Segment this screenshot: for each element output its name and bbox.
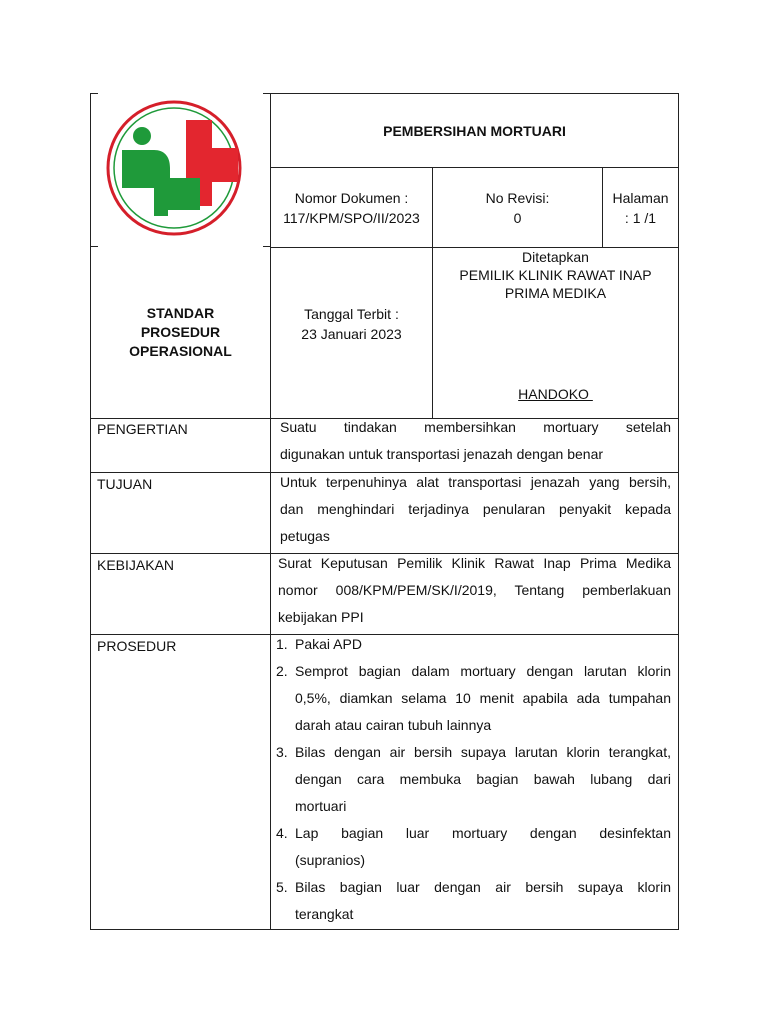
pengertian-label: PENGERTIAN xyxy=(97,421,188,437)
kebijakan-text xyxy=(278,550,671,631)
prosedur-step-list xyxy=(276,631,671,928)
clinic-logo xyxy=(104,98,244,238)
doc-number-label: Nomor Dokumen : xyxy=(294,189,409,206)
grid-line xyxy=(90,246,98,247)
prosedur-label: PROSEDUR xyxy=(97,638,177,654)
prosedur-step xyxy=(276,631,671,658)
doc-number-value: 117/KPM/SPO/II/2023 xyxy=(283,209,420,226)
page-cell xyxy=(603,168,678,247)
prosedur-step-line: Bilas bagian luar dengan air bersih supaya klorin xyxy=(295,879,671,895)
issue-date-value: 23 Januari 2023 xyxy=(301,326,402,342)
prosedur-step xyxy=(276,874,671,928)
signatory-cell xyxy=(433,384,678,404)
kebijakan-line-3: kebijakan PPI xyxy=(278,609,364,625)
doc-number-cell xyxy=(271,168,432,247)
revision-cell xyxy=(433,168,602,247)
prosedur-steps xyxy=(276,631,671,928)
tujuan-text xyxy=(280,469,671,550)
prosedur-step-number: 5. xyxy=(276,879,288,895)
prosedur-step-line: mortuari xyxy=(295,798,347,814)
tujuan-line-3: petugas xyxy=(280,528,330,544)
prosedur-step-line: terangkat xyxy=(295,906,354,922)
sop-line-2: PROSEDUR xyxy=(140,323,221,340)
sop-line-1: STANDAR xyxy=(146,304,215,321)
established-by-line-1: PEMILIK KLINIK RAWAT INAP xyxy=(459,267,652,283)
prosedur-step-line: darah atau cairan tubuh lainnya xyxy=(295,717,492,733)
issue-date-cell xyxy=(271,300,432,348)
prosedur-step-line: Bilas dengan air bersih supaya larutan klorin terangkat, xyxy=(295,744,671,760)
pengertian-text xyxy=(280,414,671,468)
established-by-line-2: PRIMA MEDIKA xyxy=(504,285,607,301)
prosedur-step xyxy=(276,820,671,874)
medical-cross-logo-icon xyxy=(104,98,244,238)
pengertian-line-2: digunakan untuk transportasi jenazah dengan benar xyxy=(280,446,604,462)
kebijakan-label: KEBIJAKAN xyxy=(97,557,175,573)
issue-date-label: Tanggal Terbit : xyxy=(304,306,399,322)
grid-line xyxy=(678,93,679,930)
signatory-name: HANDOKO xyxy=(518,386,593,402)
prosedur-step xyxy=(276,739,671,820)
prosedur-step-line: (supranios) xyxy=(295,852,366,868)
revision-value: 0 xyxy=(513,209,522,226)
prosedur-step-line: dengan cara membuka bagian bawah lubang dari xyxy=(295,771,671,787)
revision-label: No Revisi: xyxy=(485,189,550,206)
prosedur-step-line: Pakai APD xyxy=(295,636,362,652)
prosedur-step-number: 2. xyxy=(276,663,288,679)
kebijakan-line-2: nomor 008/KPM/PEM/SK/I/2019, Tentang pemberlakuan xyxy=(278,582,671,598)
sop-heading xyxy=(91,300,270,364)
sop-line-3: OPERASIONAL xyxy=(129,342,232,359)
prosedur-step-number: 1. xyxy=(276,636,288,652)
established-label: Ditetapkan xyxy=(522,249,589,265)
document-title-text: PEMBERSIHAN MORTUARI xyxy=(383,122,566,139)
prosedur-step-number: 4. xyxy=(276,825,288,841)
tujuan-line-2: dan menghindari terjadinya penularan penyakit kepada xyxy=(280,501,671,517)
page-value: : 1 /1 xyxy=(624,209,657,226)
page-label: Halaman xyxy=(612,189,669,206)
pengertian-line-1: Suatu tindakan membersihkan mortuary setelah xyxy=(280,419,671,435)
grid-line xyxy=(90,93,98,94)
prosedur-step-line: 0,5%, diamkan selama 10 menit apabila ada tumpahan xyxy=(295,690,671,706)
grid-line xyxy=(90,93,91,930)
prosedur-step-line: Semprot bagian dalam mortuary dengan larutan klorin xyxy=(295,663,671,679)
tujuan-line-1: Untuk terpenuhinya alat transportasi jenazah yang bersih, xyxy=(280,474,671,490)
prosedur-step xyxy=(276,658,671,739)
tujuan-label: TUJUAN xyxy=(97,476,153,492)
grid-line xyxy=(90,929,679,930)
kebijakan-line-1: Surat Keputusan Pemilik Klinik Rawat Inap Prima Medika xyxy=(278,555,671,571)
prosedur-step-line: Lap bagian luar mortuary dengan desinfektan xyxy=(295,825,671,841)
prosedur-step-number: 3. xyxy=(276,744,288,760)
document-title xyxy=(271,94,678,167)
established-cell xyxy=(433,248,678,304)
